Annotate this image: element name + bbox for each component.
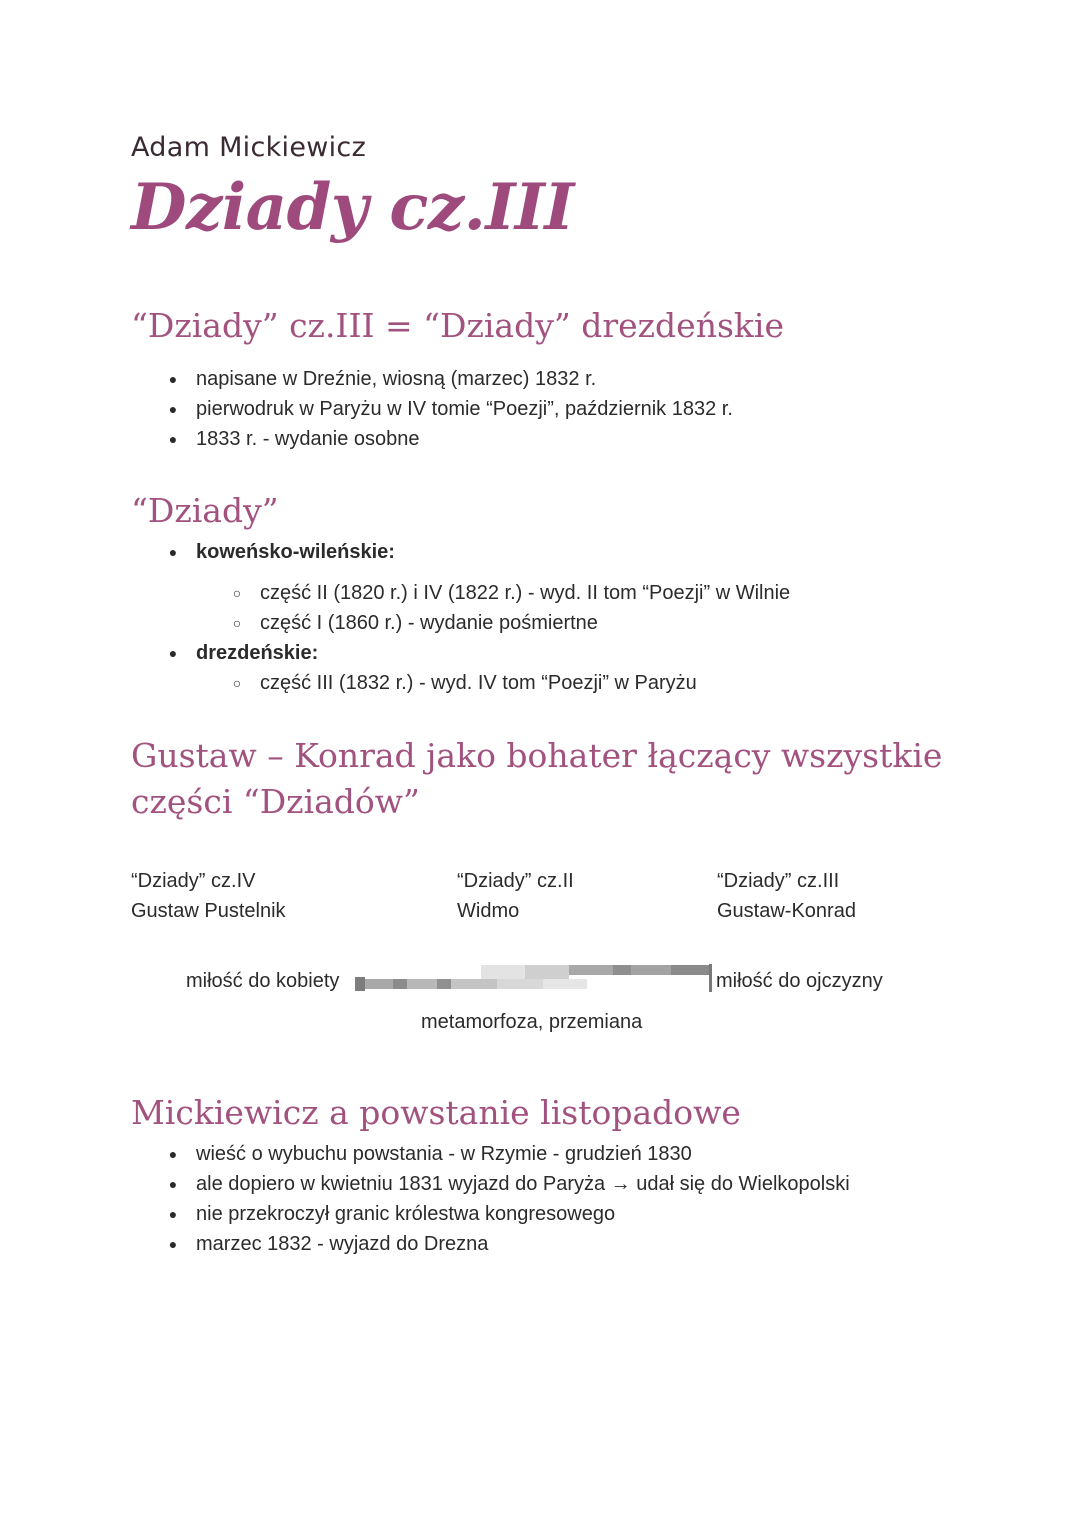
list-item: ● ale dopiero w kwietniu 1831 wyjazd do Paryża → udał się do Wielkopolski	[130, 1169, 850, 1199]
bullet-icon: ●	[168, 1146, 178, 1162]
column-part-ii: “Dziady” cz.II Widmo	[457, 870, 574, 922]
bullet-icon: ●	[168, 544, 178, 560]
label-love-woman: miłość do kobiety	[186, 970, 340, 992]
list-item: ● marzec 1832 - wyjazd do Drezna	[130, 1229, 850, 1259]
section-heading-dziady: “Dziady”	[131, 491, 279, 530]
list-item: ○ część III (1832 r.) - wyd. IV tom “Poezji” w Paryżu	[230, 668, 697, 698]
section-heading-powstanie: Mickiewicz a powstanie listopadowe	[131, 1093, 741, 1132]
circle-bullet-icon: ○	[232, 615, 242, 631]
bullet-icon: ●	[168, 1206, 178, 1222]
label-love-homeland: miłość do ojczyzny	[716, 970, 883, 992]
bullet-icon: ●	[168, 645, 178, 661]
column-part-iv: “Dziady” cz.IV Gustaw Pustelnik	[131, 870, 286, 922]
sublist-drezdenskie	[230, 668, 697, 698]
list-item: ● napisane w Dreźnie, wiosną (marzec) 1832 r.	[130, 364, 733, 394]
label-metamorphosis: metamorfoza, przemiana	[421, 1011, 643, 1033]
list-item: ● 1833 r. - wydanie osobne	[130, 424, 733, 454]
sublist-kowensko	[230, 578, 790, 638]
list-item: ● koweńsko-wileńskie:	[130, 537, 395, 567]
document-title: Dziady cz.III	[131, 170, 574, 245]
bullet-icon: ●	[168, 401, 178, 417]
transformation-arrow-icon	[355, 962, 713, 994]
list-publication-facts	[130, 364, 733, 454]
column-part-iii: “Dziady” cz.III Gustaw-Konrad	[717, 870, 856, 922]
bullet-icon: ●	[168, 1176, 178, 1192]
list-item: ● drezdeńskie:	[130, 638, 318, 668]
list-group-drezdenskie	[130, 638, 318, 668]
section-heading-gustaw-konrad: Gustaw – Konrad jako bohater łączący wszystkie części “Dziadów”	[131, 736, 943, 821]
circle-bullet-icon: ○	[232, 585, 242, 601]
list-item: ○ część II (1820 r.) i IV (1822 r.) - wyd. II tom “Poezji” w Wilnie	[230, 578, 790, 608]
list-item: ● nie przekroczył granic królestwa kongresowego	[130, 1199, 850, 1229]
list-group-kowensko	[130, 537, 395, 567]
list-item: ● wieść o wybuchu powstania - w Rzymie - grudzień 1830	[130, 1139, 850, 1169]
bullet-icon: ●	[168, 1236, 178, 1252]
list-item: ● pierwodruk w Paryżu w IV tomie “Poezji”, październik 1832 r.	[130, 394, 733, 424]
author-name: Adam Mickiewicz	[131, 132, 367, 163]
section-heading-drezdenskie: “Dziady” cz.III = “Dziady” drezdeńskie	[131, 306, 784, 345]
bullet-icon: ●	[168, 431, 178, 447]
circle-bullet-icon: ○	[232, 675, 242, 691]
list-uprising-facts	[130, 1139, 850, 1259]
list-item: ○ część I (1860 r.) - wydanie pośmiertne	[230, 608, 790, 638]
bullet-icon: ●	[168, 371, 178, 387]
